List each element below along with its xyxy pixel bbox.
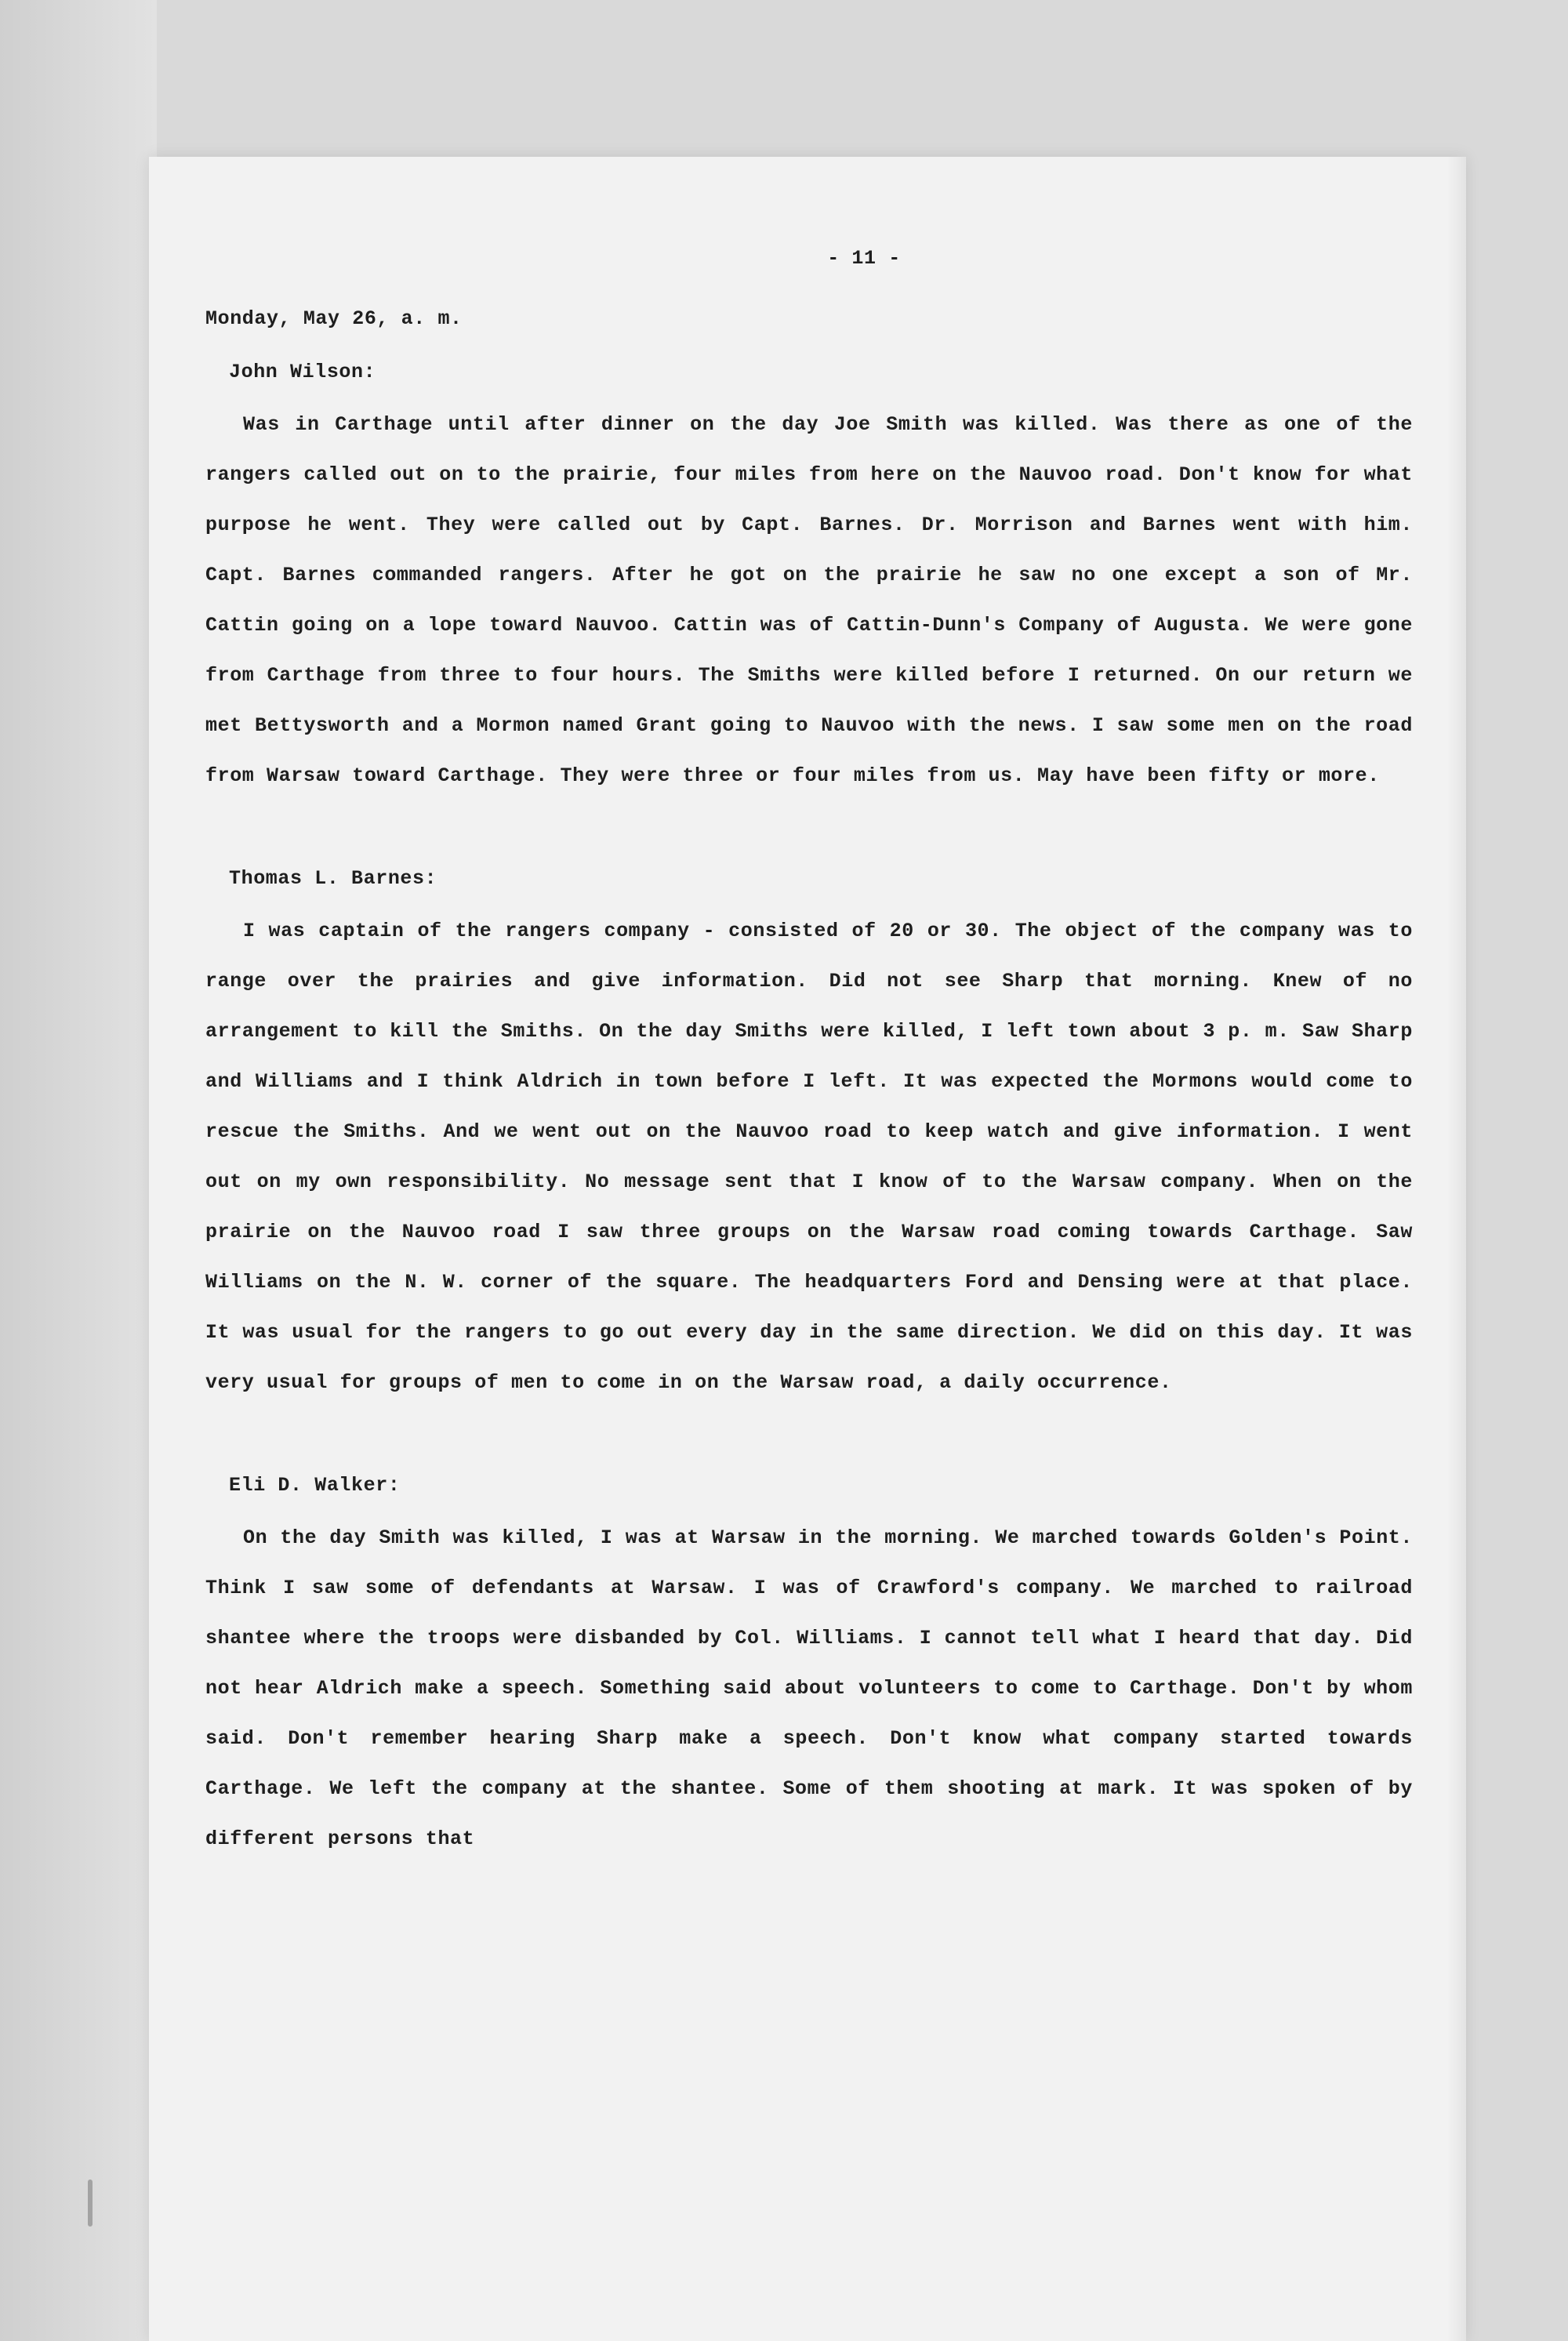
testimony-paragraph: I was captain of the rangers company - consisted of 20 or 30. The object of the company was to range over the prairies and give information. Did not see Sharp that morning. Knew of no arrangement to kill the Smiths. On the day Smiths were killed, I left town about 3 p. m. Saw Sharp and Williams and I think Aldrich in town before I left. It was expected the Mormons would come to rescue the Smiths. And we went out on the Nauvoo road to keep watch and give information. I went out on my own responsibility. No message sent that I know of to the Warsaw company. When on the prairie on the Nauvoo road I saw three groups on the Warsaw road coming towards Carthage. Saw Williams on the N. W. corner of the square. The headquarters Ford and Densing were at that place. It was usual for the rangers to go out every day in the same direction. We did on this day. It was very usual for groups of men to come in on the Warsaw road, a daily occurrence. — [205, 920, 1413, 1394]
speaker-name: Thomas L. Barnes: — [229, 867, 437, 890]
section-gap — [205, 1408, 1413, 1463]
scan-mark — [88, 2179, 93, 2227]
date-heading: Monday, May 26, a. m. — [205, 307, 463, 330]
page-number: - 11 - — [827, 247, 901, 270]
testimony-paragraph: Was in Carthage until after dinner on the day Joe Smith was killed. Was there as one of the rangers called out on to the prairie, four miles from here on the Nauvoo road. Don't know for what purpose he went. They were called out by Capt. Barnes. Dr. Morrison and Barnes went with him. Capt. Barnes commanded rangers. After he got on the prairie he saw no one except a son of Mr. Cattin going on a lope toward Nauvoo. Cattin was of Cattin-Dunn's Company of Augusta. We were gone from Carthage from three to four hours. The Smiths were killed before I returned. On our return we met Bettysworth and a Mormon named Grant going to Nauvoo with the news. I saw some men on the road from Warsaw toward Carthage. They were three or four miles from us. May have been fifty or more. — [205, 413, 1413, 787]
testimony-paragraph: On the day Smith was killed, I was at Warsaw in the morning. We marched towards Golden's Point. Think I saw some of defendants at Warsaw. I was of Crawford's company. We marched to railroad shantee where the troops were disbanded by Col. Williams. I cannot tell what I heard that day. Did not hear Aldrich make a speech. Something said about volunteers to come to Carthage. Don't by whom said. Don't remember hearing Sharp make a speech. Don't know what company started towards Carthage. We left the company at the shantee. Some of them shooting at mark. It was spoken of by different persons that — [205, 1526, 1413, 1850]
background-left — [0, 0, 157, 2341]
section-gap — [205, 801, 1413, 856]
document-body — [205, 235, 1413, 1864]
speaker-name: John Wilson: — [229, 361, 376, 383]
sheet-edge — [1447, 157, 1466, 2341]
speaker-name: Eli D. Walker: — [229, 1474, 401, 1497]
